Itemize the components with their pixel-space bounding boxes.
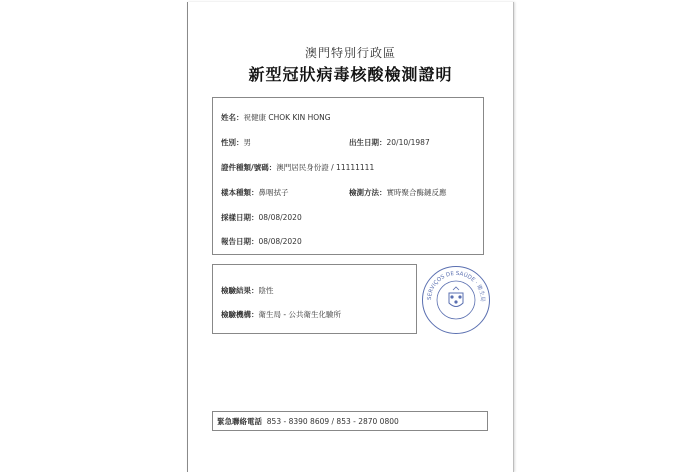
collect-label: 採樣日期： bbox=[221, 213, 259, 222]
personal-info-box bbox=[212, 97, 484, 255]
method-row bbox=[349, 187, 447, 198]
result-label: 檢驗結果： bbox=[221, 286, 259, 295]
seal-text: SERVIÇOS DE SAÚDE · 衛生局 bbox=[426, 270, 486, 302]
certificate-page bbox=[187, 2, 514, 472]
dob-row bbox=[349, 137, 430, 148]
report-value: 08/08/2020 bbox=[258, 237, 302, 246]
result-row bbox=[221, 285, 274, 296]
name-row bbox=[221, 112, 331, 123]
agency-row bbox=[221, 309, 341, 320]
name-value: 祝健康 CHOK KIN HONG bbox=[243, 113, 331, 122]
id-row bbox=[221, 162, 374, 173]
seal-emblem-icon bbox=[423, 267, 489, 333]
sex-row bbox=[221, 137, 251, 148]
sample-label: 樣本種類： bbox=[221, 188, 259, 197]
contact-value: 853 - 8390 8609 / 853 - 2870 0800 bbox=[266, 417, 399, 426]
certificate-title: 新型冠狀病毒核酸檢測證明 bbox=[248, 65, 453, 84]
sex-value: 男 bbox=[243, 138, 251, 147]
svg-text:SERVIÇOS DE SAÚDE · 衛生局 bbox=[427, 271, 487, 302]
report-label: 報告日期： bbox=[221, 237, 259, 246]
id-label: 證件種類/號碼： bbox=[221, 163, 277, 172]
official-seal-stamp bbox=[422, 266, 490, 334]
collect-value: 08/08/2020 bbox=[258, 213, 302, 222]
method-label: 檢測方法： bbox=[349, 188, 387, 197]
result-box bbox=[212, 264, 417, 334]
sample-value: 鼻咽拭子 bbox=[258, 188, 289, 197]
dob-value: 20/10/1987 bbox=[386, 138, 430, 147]
name-label: 姓名： bbox=[221, 113, 244, 122]
sample-row bbox=[221, 187, 289, 198]
sex-label: 性別： bbox=[221, 138, 244, 147]
agency-value: 衛生局 - 公共衛生化驗所 bbox=[258, 310, 341, 319]
region-title: 澳門特別行政區 bbox=[304, 46, 396, 60]
contact-label: 緊急聯絡電話 bbox=[217, 417, 262, 426]
collect-row bbox=[221, 212, 302, 223]
report-row bbox=[221, 236, 302, 247]
agency-label: 檢驗機構： bbox=[221, 310, 259, 319]
dob-label: 出生日期： bbox=[349, 138, 387, 147]
result-value: 陰性 bbox=[258, 286, 274, 295]
id-value: 澳門居民身份證 / 11111111 bbox=[276, 163, 375, 172]
emergency-contact-box bbox=[212, 411, 488, 431]
contact-row bbox=[217, 416, 399, 427]
method-value: 實時聚合酶鏈反應 bbox=[386, 188, 447, 197]
